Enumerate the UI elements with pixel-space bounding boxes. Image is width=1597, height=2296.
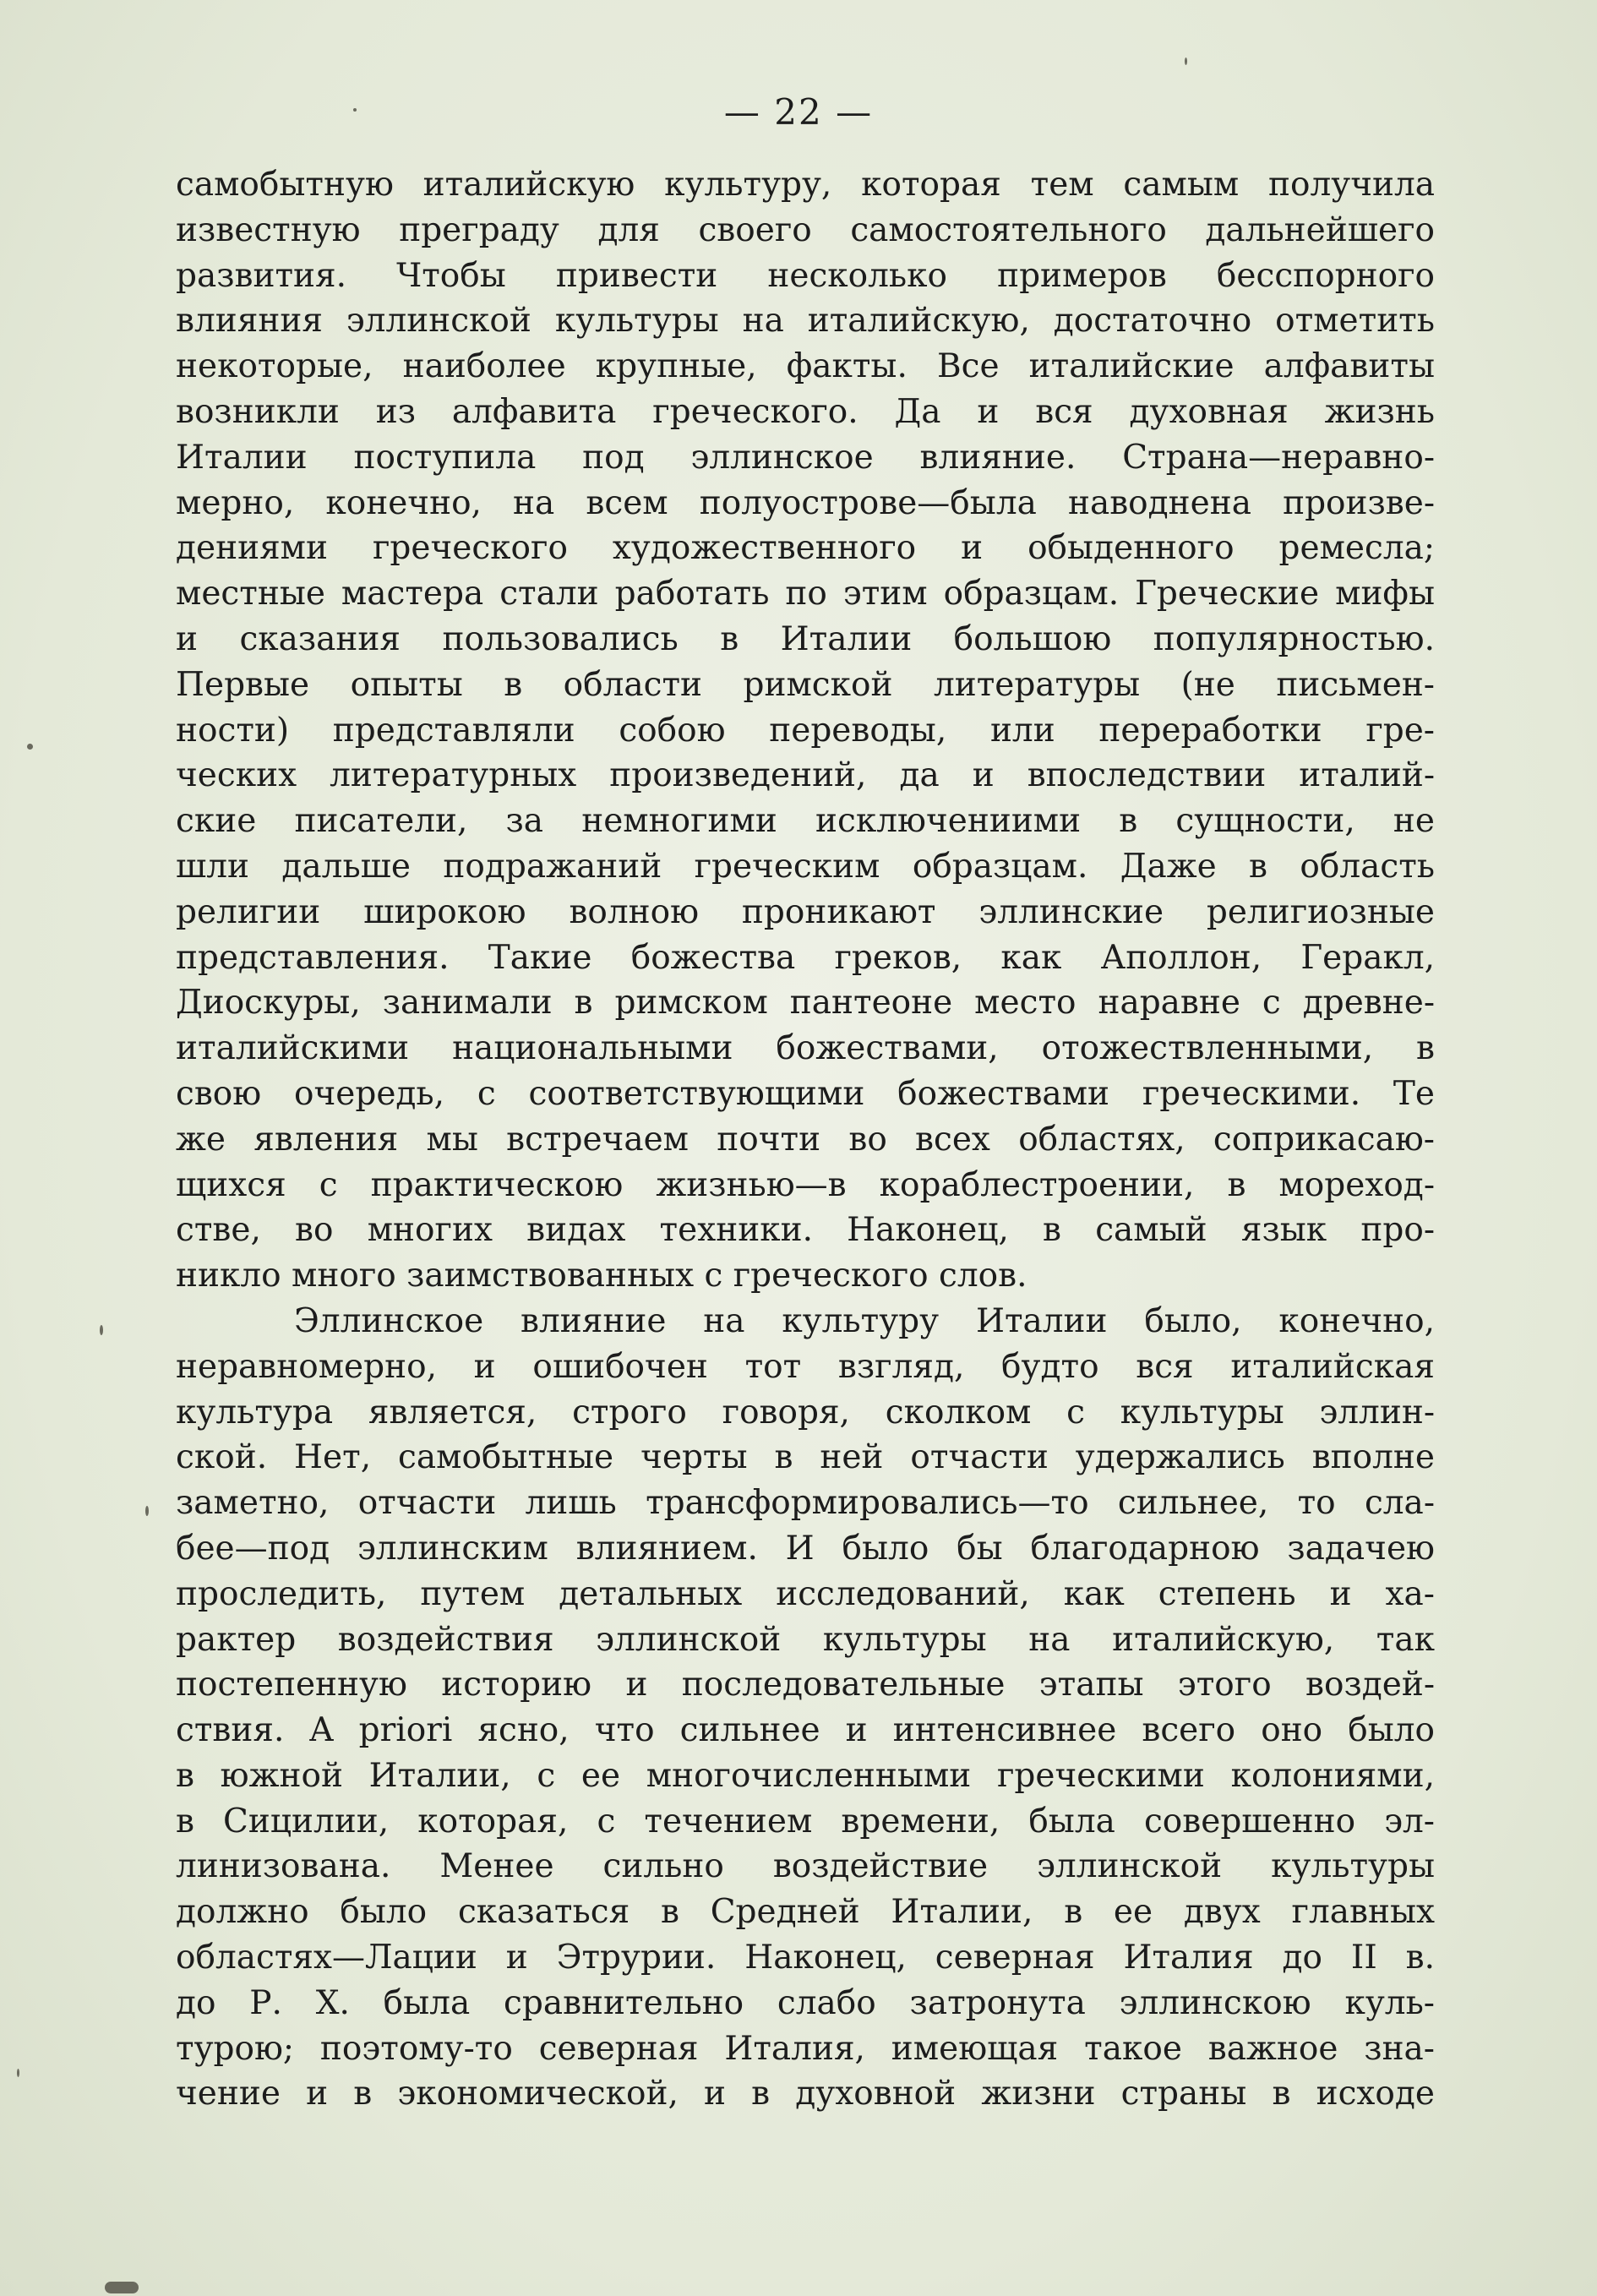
body-text xyxy=(176,162,1435,2117)
text-line: свою очередь, с соответствующими божествами греческими. Те xyxy=(176,1074,1435,1113)
text-line: самобытную италийскую культуру, которая тем самым получила xyxy=(176,166,1435,204)
text-line: чение и в экономической, и в духовной жизни страны в исходе xyxy=(176,2075,1435,2113)
text-line: постепенную историю и последовательные этапы этого воздей- xyxy=(176,1666,1435,1704)
text-line: ской. Нет, самобытные черты в ней отчасти удержались вполне xyxy=(176,1438,1435,1477)
text-line: Диоскуры, занимали в римском пантеоне место наравне с древне- xyxy=(176,984,1435,1023)
text-line: рактер воздействия эллинской культуры на италийскую, так xyxy=(176,1620,1435,1659)
text-line: шли дальше подражаний греческим образцам. Даже в область xyxy=(176,847,1435,886)
text-line: италийскими национальными божествами, отожествленными, в xyxy=(176,1029,1435,1068)
text-line: известную преграду для своего самостоятельного дальнейшего xyxy=(176,210,1435,249)
paper-speck xyxy=(17,2069,19,2077)
text-line: возникли из алфавита греческого. Да и вся духовная жизнь xyxy=(176,392,1435,431)
paragraph-end-line: никло много заимствованных с греческого слов. xyxy=(176,1257,1027,1295)
text-line: бее—под эллинским влиянием. И было бы благодарною задачею xyxy=(176,1529,1435,1568)
text-line: щихся с практическою жизнью—в кораблестроении, в мореход- xyxy=(176,1165,1435,1204)
page-number: — 22 — xyxy=(723,91,874,133)
text-line: культура является, строго говоря, сколком с культуры эллин- xyxy=(176,1393,1435,1432)
paragraph-start-line: Эллинское влияние на культуру Италии было, конечно, xyxy=(294,1301,1435,1340)
text-line: влияния эллинской культуры на италийскую, достаточно отметить xyxy=(176,302,1435,341)
text-line: в южной Италии, с ее многочисленными греческими колониями, xyxy=(176,1756,1435,1795)
text-line: до Р. Х. была сравнительно слабо затронута эллинскою куль- xyxy=(176,1983,1435,2022)
paper-speck xyxy=(145,1506,149,1516)
text-line: Первые опыты в области римской литературы (не письмен- xyxy=(176,665,1435,704)
text-line: неравномерно, и ошибочен тот взгляд, будто вся италийская xyxy=(176,1347,1435,1386)
text-line: ствия. A priori ясно, что сильнее и интенсивнее всего оно было xyxy=(176,1711,1435,1750)
text-line: же явления мы встречаем почти во всех областях, соприкасаю- xyxy=(176,1120,1435,1159)
text-line: должно было сказаться в Средней Италии, в ее двух главных xyxy=(176,1893,1435,1932)
text-line: и сказания пользовались в Италии большою популярностью. xyxy=(176,619,1435,658)
text-line: ности) представляли собою переводы, или переработки гре- xyxy=(176,711,1435,750)
paper-speck xyxy=(1185,57,1187,65)
text-line: мерно, конечно, на всем полуострове—была наводнена произве- xyxy=(176,483,1435,522)
paper-speck xyxy=(100,1325,103,1335)
text-line: областях—Лации и Этрурии. Наконец, северная Италия до II в. xyxy=(176,1939,1435,1977)
paper-speck xyxy=(105,2282,139,2293)
paper-speck xyxy=(353,108,357,112)
paper-speck xyxy=(27,744,33,750)
text-line: местные мастера стали работать по этим образцам. Греческие мифы xyxy=(176,575,1435,614)
text-line: Италии поступила под эллинское влияние. Страна—неравно- xyxy=(176,438,1435,477)
text-line: в Сицилии, которая, с течением времени, была совершенно эл- xyxy=(176,1802,1435,1841)
text-line: религии широкою волною проникают эллинские религиозные xyxy=(176,892,1435,931)
text-line: ские писатели, за немногими исключениими в сущности, не xyxy=(176,802,1435,841)
text-line: некоторые, наиболее крупные, факты. Все италийские алфавиты xyxy=(176,347,1435,386)
text-line: линизована. Менее сильно воздействие эллинской культуры xyxy=(176,1847,1435,1886)
text-line: заметно, отчасти лишь трансформировались—то сильнее, то сла- xyxy=(176,1484,1435,1523)
text-line: развития. Чтобы привести несколько примеров бесспорного xyxy=(176,256,1435,295)
text-line: проследить, путем детальных исследований, как степень и ха- xyxy=(176,1574,1435,1613)
text-line: дениями греческого художественного и обыденного ремесла; xyxy=(176,529,1435,568)
text-line: турою; поэтому-то северная Италия, имеющая такое важное зна- xyxy=(176,2029,1435,2068)
text-line: стве, во многих видах техники. Наконец, в самый язык про- xyxy=(176,1211,1435,1250)
text-line: ческих литературных произведений, да и впоследствии италий- xyxy=(176,756,1435,795)
text-line: представления. Такие божества греков, как Аполлон, Геракл, xyxy=(176,938,1435,977)
